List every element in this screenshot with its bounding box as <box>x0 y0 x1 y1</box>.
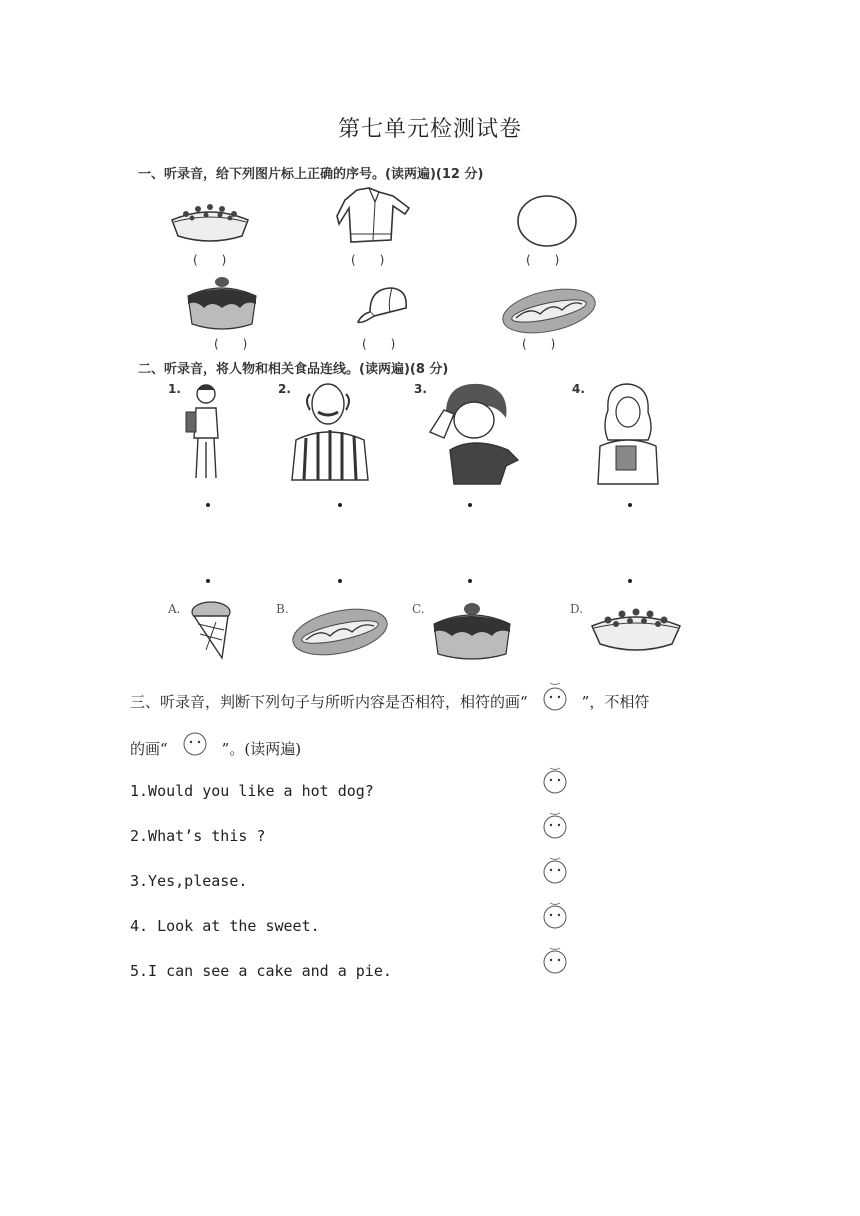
section3-instruction-part4: ”。(读两遍) <box>221 740 302 758</box>
egg-icon <box>516 194 578 248</box>
section3-instruction-part1: 三、听录音，判断下列句子与所听内容是否相符，相符的画“ <box>130 693 528 711</box>
answer-paren-5[interactable]: ( ) <box>362 337 396 351</box>
question-1: 1.Would you like a hot dog? <box>130 782 374 800</box>
question-4: 4. Look at the sweet. <box>130 917 320 935</box>
sad-face-icon <box>182 737 208 763</box>
girl-waving-icon <box>426 380 524 484</box>
match-dot-person-4[interactable] <box>628 503 632 507</box>
food-label-c: C. <box>412 602 425 616</box>
match-dot-food-b[interactable] <box>338 579 342 583</box>
section3-instruction-line1 <box>130 690 649 716</box>
boy-with-backpack-icon <box>184 382 228 482</box>
food-label-d: D. <box>570 602 584 616</box>
food-label-b: B. <box>276 602 289 616</box>
answer-face-icon[interactable] <box>542 946 568 974</box>
answer-face-icon[interactable] <box>542 856 568 884</box>
person-number-1: 1. <box>168 382 181 396</box>
section2-heading: 二、听录音，将人物和相关食品连线。(读两遍)(8 分) <box>138 362 449 377</box>
cake-icon <box>430 602 514 664</box>
answer-face-icon[interactable] <box>542 901 568 929</box>
hot-dog-icon <box>500 288 598 334</box>
question-5: 5.I can see a cake and a pie. <box>130 962 392 980</box>
ice-cream-icon <box>190 600 232 660</box>
match-dot-person-1[interactable] <box>206 503 210 507</box>
answer-paren-2[interactable]: ( ) <box>351 253 385 267</box>
person-number-3: 3. <box>414 382 427 396</box>
pie-icon <box>590 600 682 656</box>
section1-heading: 一、听录音，给下列图片标上正确的序号。(读两遍)(12 分) <box>138 167 484 182</box>
question-2: 2.What’s this ? <box>130 827 266 845</box>
match-dot-food-c[interactable] <box>468 579 472 583</box>
match-dot-food-a[interactable] <box>206 579 210 583</box>
person-number-4: 4. <box>572 382 585 396</box>
woman-with-book-icon <box>592 380 662 486</box>
answer-paren-1[interactable]: ( ) <box>193 253 227 267</box>
answer-face-icon[interactable] <box>542 811 568 839</box>
answer-paren-4[interactable]: ( ) <box>214 337 248 351</box>
answer-paren-6[interactable]: ( ) <box>522 337 556 351</box>
person-number-2: 2. <box>278 382 291 396</box>
sweater-icon <box>335 186 410 248</box>
smiley-face-icon <box>542 690 568 716</box>
section3-instruction-part3: 的画“ <box>130 740 168 758</box>
section3-instruction-part2: ”，不相符 <box>581 693 650 711</box>
cap-icon <box>356 284 410 330</box>
page-title: 第七单元检测试卷 <box>337 117 522 142</box>
old-man-icon <box>288 380 372 484</box>
hot-dog-icon <box>290 608 390 656</box>
question-3: 3.Yes,please. <box>130 872 248 890</box>
match-dot-food-d[interactable] <box>628 579 632 583</box>
match-dot-person-3[interactable] <box>468 503 472 507</box>
answer-face-icon[interactable] <box>542 766 568 794</box>
match-dot-person-2[interactable] <box>338 503 342 507</box>
food-label-a: A. <box>168 602 181 616</box>
answer-paren-3[interactable]: ( ) <box>526 253 560 267</box>
section3-instruction-line2 <box>130 737 301 763</box>
pie-icon <box>170 196 250 246</box>
cake-icon <box>184 276 260 334</box>
